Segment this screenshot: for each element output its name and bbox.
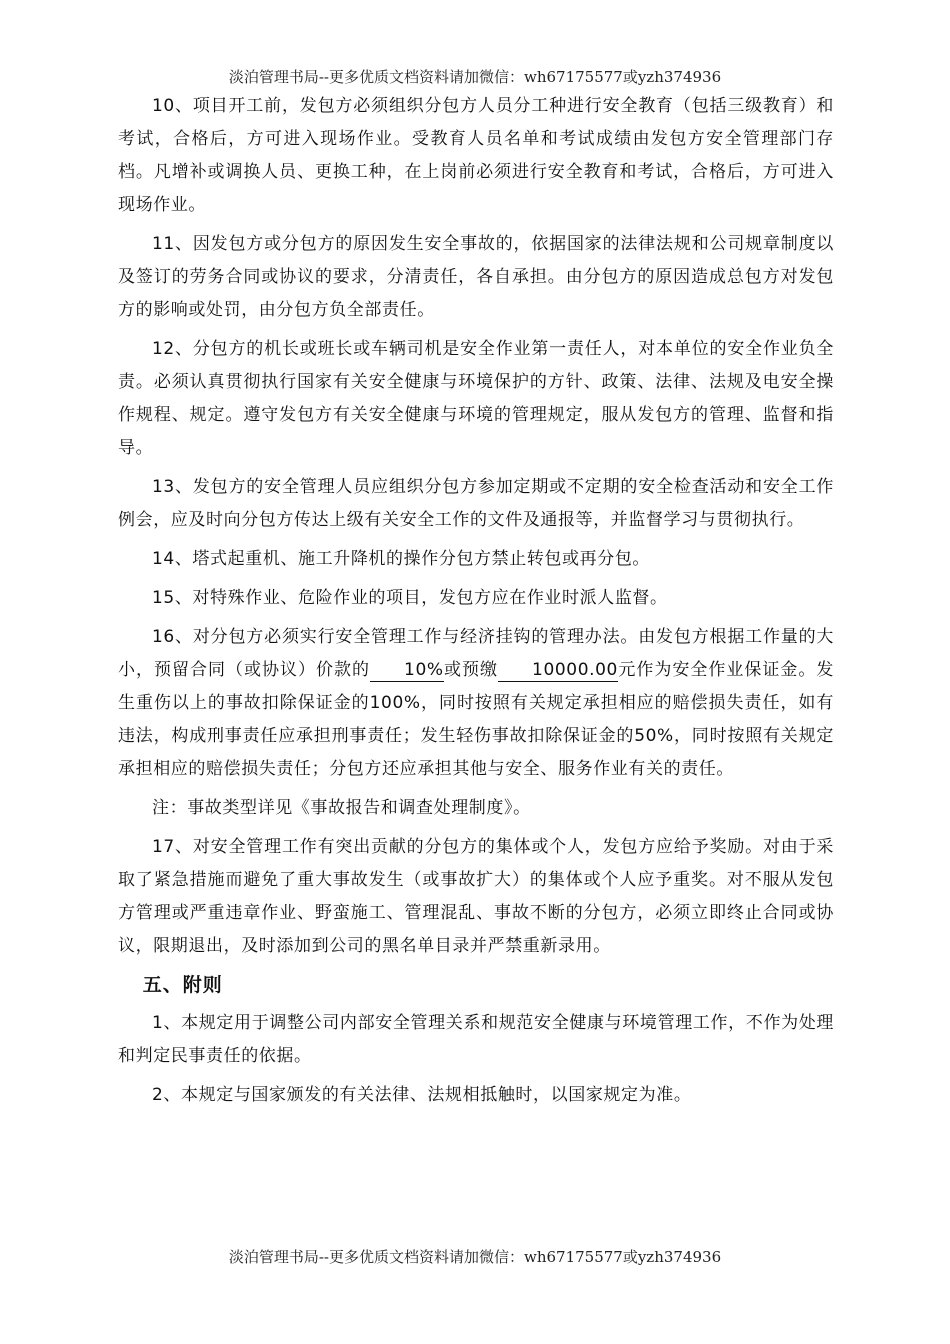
page-header: 淡泊管理书局--更多优质文档资料请加微信：wh67175577或yzh374936 xyxy=(228,68,722,86)
paragraph-16-text-b: 或预缴 xyxy=(443,660,499,680)
paragraph-11: 11、因发包方或分包方的原因发生安全事故的，依据国家的法律法规和公司规章制度以及签订的劳务合同或协议的要求，分清责任，各自承担。由分包方的原因造成总包方对发包方的影响或处罚，由分包方负全部责任。 xyxy=(118,234,834,320)
section-5-item-2: 2、本规定与国家颁发的有关法律、法规相抵触时，以国家规定为准。 xyxy=(152,1085,692,1105)
paragraph-10: 10、项目开工前，发包方必须组织分包方人员分工种进行安全教育（包括三级教育）和考试，合格后，方可进入现场作业。受教育人员名单和考试成绩由发包方安全管理部门存档。凡增补或调换人员、更换工种，在上岗前必须进行安全教育和考试，合格后，方可进入现场作业。 xyxy=(118,96,834,215)
paragraph-13: 13、发包方的安全管理人员应组织分包方参加定期或不定期的安全检查活动和安全工作例会，应及时向分包方传达上级有关安全工作的文件及通报等，并监督学习与贯彻执行。 xyxy=(118,477,834,530)
paragraph-16 xyxy=(118,621,834,786)
paragraph-12: 12、分包方的机长或班长或车辆司机是安全作业第一责任人，对本单位的安全作业负全责。必须认真贯彻执行国家有关安全健康与环境保护的方针、政策、法律、法规及电安全操作规程、规定。遵守发包方有关安全健康与环境的管理规定，服从发包方的管理、监督和指导。 xyxy=(118,339,834,458)
deposit-amount-blank: 10000.00 xyxy=(498,659,618,682)
section-5-heading: 五、附则 xyxy=(142,974,223,996)
deposit-percentage-blank: 10% xyxy=(370,659,444,682)
paragraph-17: 17、对安全管理工作有突出贡献的分包方的集体或个人，发包方应给予奖励。对由于采取了紧急措施而避免了重大事故发生（或事故扩大）的集体或个人应予重奖。对不服从发包方管理或严重违章作业、野蛮施工、管理混乱、事故不断的分包方，必须立即终止合同或协议，限期退出，及时添加到公司的黑名单目录并严禁重新录用。 xyxy=(118,837,834,956)
paragraph-16-text-a: 16、对分包方必须实行安全管理工作与经济挂钩的管理办法。由发包方根据工作量的大小，预留合同（或协议）价款的 xyxy=(118,627,834,680)
note-paragraph: 注：事故类型详见《事故报告和调查处理制度》。 xyxy=(152,798,531,818)
section-5-item-1: 1、本规定用于调整公司内部安全管理关系和规范安全健康与环境管理工作，不作为处理和判定民事责任的依据。 xyxy=(118,1013,834,1066)
paragraph-15: 15、对特殊作业、危险作业的项目，发包方应在作业时派人监督。 xyxy=(152,588,668,608)
paragraph-14: 14、塔式起重机、施工升降机的操作分包方禁止转包或再分包。 xyxy=(152,549,651,569)
page-footer: 淡泊管理书局--更多优质文档资料请加微信：wh67175577或yzh374936 xyxy=(228,1248,722,1266)
document-body xyxy=(118,90,834,1118)
paragraph-16-text-c: 元作为安全作业保证金。发生重伤以上的事故扣除保证金的100%，同时按照有关规定承担相应的赔偿损失责任，如有违法，构成刑事责任应承担刑事责任；发生轻伤事故扣除保证金的50%，同时按照有关规定承担相应的赔偿损失责任；分包方还应承担其他与安全、服务作业有关的责任。 xyxy=(118,660,834,779)
